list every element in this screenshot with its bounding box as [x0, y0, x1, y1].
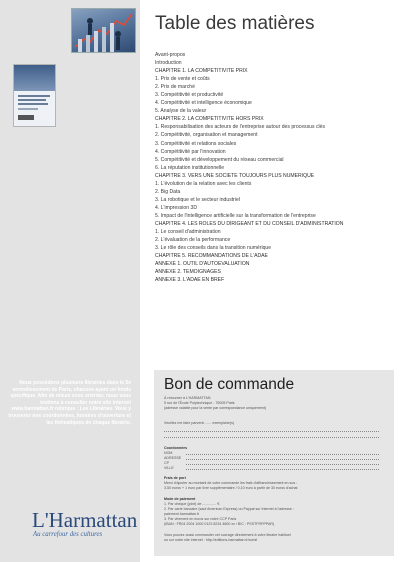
toc-entry: 4. Compétitivité par l'innovation [155, 148, 226, 155]
toc-entry: 2. Big Data [155, 188, 181, 195]
table-of-contents [155, 51, 395, 284]
field-adresse-line[interactable] [186, 459, 379, 460]
toc-chapter: CHAPITRE 5. RECOMMANDATIONS DE L'ADAE [155, 253, 268, 260]
order-entry-line [164, 437, 379, 438]
cover-illustration [72, 9, 135, 52]
toc-entry: 3. Le rôle des conseils dans la transition numérique [155, 245, 272, 252]
toc-entry: 5. Compétitivité et développement du réseau commercial [155, 156, 284, 163]
toc-entry: 2. L'évaluation de la performance [155, 237, 231, 244]
order-address-line: 5 rue de l'École Polytechnique - 75005 Paris [164, 401, 235, 405]
field-cp-label: CP [164, 461, 169, 465]
toc-entry: 2. Prix de marché [155, 84, 195, 91]
bookstore-promo-text: Nous possédons plusieurs librairies dans le 5e arrondissement de Paris, chacune ayant un fonds spécifique. Afin de mieux vous orienter, nous vous invitons à consulter notre site internet www.harmattan.fr rubrique : Les Librairies. Vous y trouverez nos coordonnées, horaires d'ouverture et les thématiques de chaque librairie. [8, 380, 131, 426]
toc-entry: 5. Analyse de la valeur [155, 108, 207, 115]
order-address-line: À retourner à L'HARMATTAN [164, 396, 211, 400]
toc-chapter: CHAPITRE 1. LA COMPETITIVITE PRIX [155, 68, 248, 75]
payment-option: paiement.harmattan.fr [164, 512, 200, 516]
book-cover-thumbnail [13, 64, 56, 127]
payment-option: 2. Par carte bancaire (sauf American Express) ou Paypal sur Internet à l'adresse : [164, 507, 294, 511]
toc-entry: Avant-propos [155, 52, 186, 58]
payment-option: (IBAN : FR04 2004 1000 0123 8234 4800 xx / BIC : PSSTFRPPPAR) [164, 522, 275, 526]
field-nom-line[interactable] [186, 454, 379, 455]
coordinates-title: Coordonnées [164, 446, 188, 450]
order-form-title: Bon de commande [164, 376, 295, 393]
order-form [154, 370, 394, 556]
toc-entry: 1. Responsabilisation des acteurs de l'entreprise autour des processus clés [155, 124, 326, 131]
toc-entry: 1. Prix de vente et coûts [155, 76, 210, 83]
order-footer-text: ou sur notre site internet : http://editions-harmattan.fr/comil [164, 538, 258, 542]
toc-entry: 3. Compétitivité et productivité [155, 92, 224, 99]
toc-entry: 5. Impact de l'intelligence artificielle sur la transformation de l'entreprise [155, 212, 316, 219]
toc-title: Table des matières [155, 13, 315, 34]
book-cover-image [71, 8, 136, 53]
order-entry-line [164, 431, 379, 432]
field-ville-label: VILLE [164, 466, 174, 470]
toc-entry: 4. L'impression 3D [155, 204, 198, 211]
order-footer-text: Vous pouvez aussi commander cet ouvrage directement à votre libraire habituel [164, 533, 291, 537]
shipping-title: Frais de port [164, 476, 186, 480]
field-nom-label: NOM [164, 451, 173, 455]
toc-chapter: CHAPITRE 4. LES ROLES DU DIRIGEANT ET DU CONSEIL D'ADMINISTRATION [155, 220, 344, 227]
toc-entry: 3. La robotique et le secteur industriel [155, 196, 240, 203]
toc-entry: Introduction [155, 60, 182, 67]
toc-entry: 6. La réputation institutionnelle [155, 164, 225, 171]
toc-chapter: ANNEXE 3. L'ADAE EN BREF [155, 277, 225, 284]
toc-entry: 3. Compétitivité et relations sociales [155, 140, 237, 147]
field-ville-line[interactable] [186, 469, 379, 470]
order-address-note: (adresse valable pour la vente par correspondance uniquement) [164, 406, 267, 410]
toc-chapter: ANNEXE 2. TEMOIGNAGES [155, 269, 221, 276]
shipping-text: Merci d'ajouter au montant de votre commande les frais d'affranchissement en sus : [164, 481, 298, 485]
publisher-tagline: Au carrefour des cultures [33, 531, 103, 538]
left-column [0, 0, 140, 562]
field-cp-line[interactable] [186, 464, 379, 465]
payment-option: 1. Par chèque (joint) de .............. € [164, 502, 220, 506]
payment-option: 3. Par virement en euros sur notre CCP Paris [164, 517, 237, 521]
publisher-logo: L'Harmattan [32, 508, 138, 532]
toc-entry: 1. Le conseil d'administration [155, 229, 221, 236]
shipping-text: 3,50 euros + 1 euro par livre supplémentaire / 0,10 euro à partir de 30 euros d'achat [164, 486, 298, 490]
payment-title: Mode de paiement [164, 497, 196, 501]
toc-chapter: CHAPITRE 2. LA COMPETITIVITE HORS PRIX [155, 116, 264, 123]
toc-chapter: ANNEXE 1. OUTIL D'AUTOEVALUATION [155, 261, 250, 268]
toc-chapter: CHAPITRE 3. VERS UNE SOCIETE TOUJOURS PLUS NUMERIQUE [155, 172, 315, 179]
field-adresse-label: ADRESSE [164, 456, 182, 460]
order-quantity-request: Veuillez me faire parvenir ...... exemplaire(s) [164, 421, 235, 425]
toc-entry: 2. Compétitivité, organisation et management [155, 132, 258, 139]
toc-entry: 1. L'évolution de la relation avec les clients [155, 180, 252, 187]
toc-entry: 4. Compétitivité et intelligence économique [155, 100, 252, 107]
